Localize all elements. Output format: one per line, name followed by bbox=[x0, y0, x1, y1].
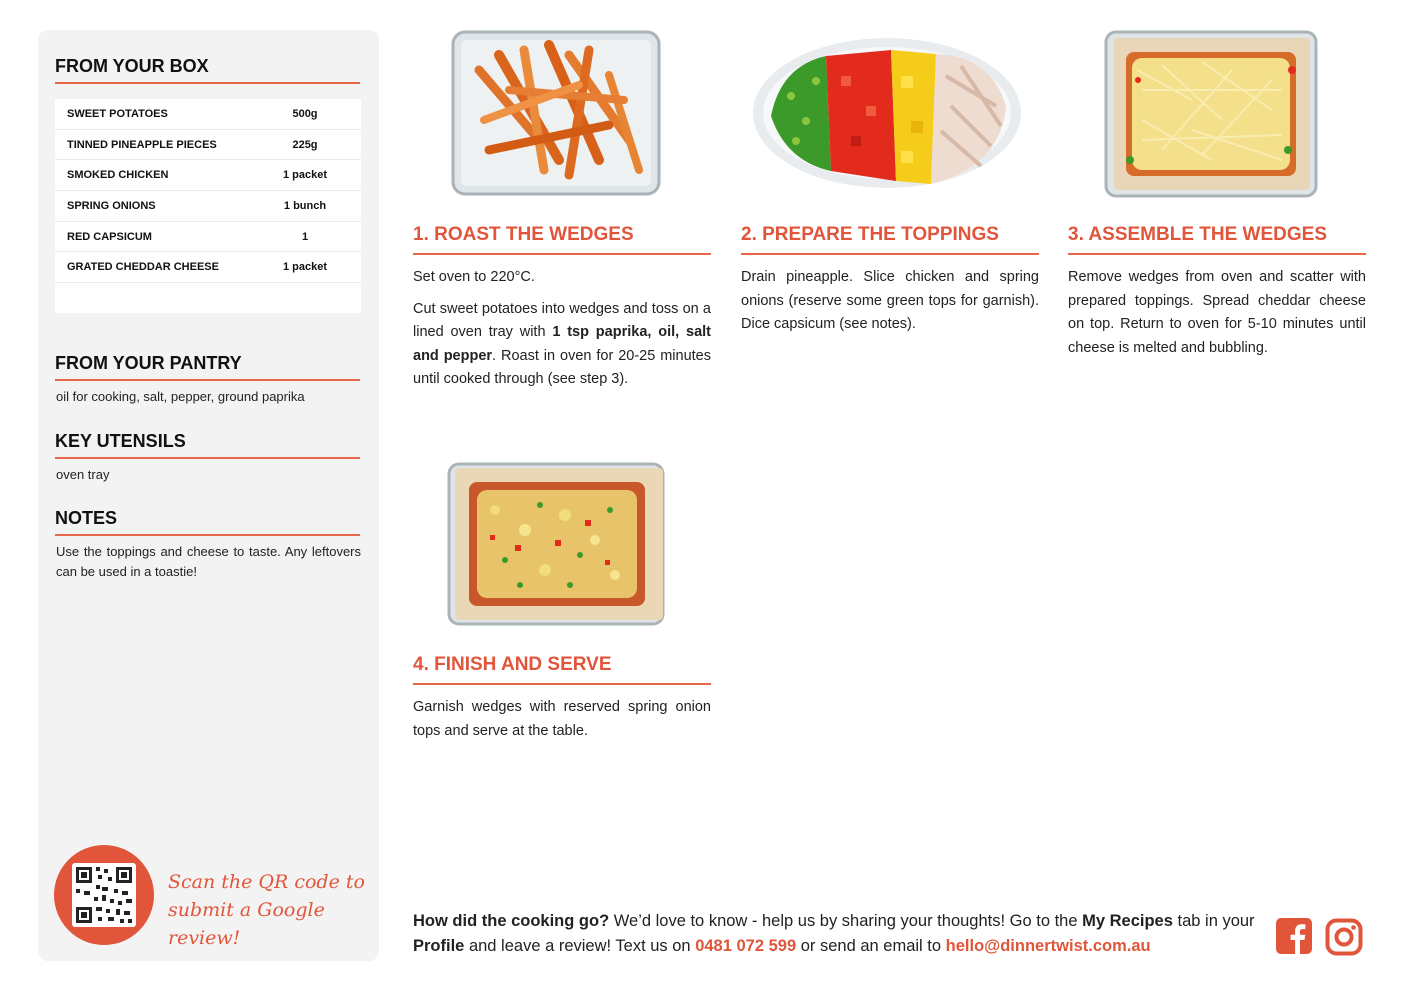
step-text bbox=[413, 298, 711, 392]
ingredient-qty: 1 packet bbox=[282, 169, 328, 182]
step-title: 3. ASSEMBLE THE WEDGES bbox=[1068, 224, 1327, 245]
text-run: Cut sweet potatoes into wedges and toss on a lined oven tray with bbox=[413, 300, 711, 340]
step-title: 2. PREPARE THE TOPPINGS bbox=[741, 224, 999, 245]
phone-link[interactable]: 0481 072 599 bbox=[695, 937, 797, 955]
table-row bbox=[55, 130, 361, 161]
step-text: Remove wedges from oven and scatter with prepared toppings. Spread cheddar cheese on top. Return to oven for 5-10 minutes until cheese is melted and bubbling. bbox=[1068, 269, 1366, 356]
divider bbox=[413, 253, 711, 255]
step-2 bbox=[741, 28, 1039, 398]
step-text: Set oven to 220°C. bbox=[413, 269, 535, 285]
text-run: tab in your bbox=[1172, 912, 1255, 930]
text-run: We’d love to know - help us by sharing your thoughts! Go to the bbox=[609, 912, 1083, 930]
utensils-text: oven tray bbox=[56, 467, 110, 482]
step-instructions bbox=[413, 696, 711, 751]
notes-title: NOTES bbox=[55, 508, 118, 528]
text-run-bold: 1 tsp paprika, oil, salt and pepper bbox=[413, 324, 711, 364]
ingredients-table bbox=[55, 99, 361, 313]
feedback-question: How did the cooking go? bbox=[413, 912, 610, 930]
email-link[interactable]: hello@dinnertwist.com.au bbox=[945, 937, 1151, 955]
pantry-text: oil for cooking, salt, pepper, ground paprika bbox=[56, 389, 305, 404]
profile-label: Profile bbox=[413, 937, 465, 955]
text-run: and leave a review! Text us on bbox=[464, 937, 696, 955]
ingredient-qty: 1 bbox=[301, 230, 309, 243]
step-instructions bbox=[741, 266, 1039, 345]
ingredient-name: TINNED PINEAPPLE PIECES bbox=[67, 138, 217, 151]
finished-wedges-photo bbox=[445, 460, 669, 628]
divider bbox=[55, 534, 360, 536]
qr-code-badge[interactable] bbox=[54, 845, 154, 945]
text-run: . Roast in oven for 20-25 minutes until cooked through (see step 3). bbox=[413, 347, 711, 387]
ingredient-qty: 225g bbox=[292, 138, 318, 151]
table-row bbox=[55, 160, 361, 191]
step-title: 1. ROAST THE WEDGES bbox=[413, 224, 634, 245]
ingredient-qty: 1 bunch bbox=[283, 199, 327, 212]
divider bbox=[55, 457, 360, 459]
divider bbox=[1068, 253, 1366, 255]
ingredient-name: SWEET POTATOES bbox=[67, 107, 168, 120]
key-utensils-title: KEY UTENSILS bbox=[55, 431, 186, 451]
step-4 bbox=[413, 458, 711, 758]
qr-call-to-action bbox=[168, 868, 368, 952]
ingredient-name: SPRING ONIONS bbox=[67, 199, 156, 212]
ingredient-name: SMOKED CHICKEN bbox=[67, 169, 169, 182]
text-run: or send an email to bbox=[796, 937, 946, 955]
assembled-wedges-photo bbox=[1102, 30, 1320, 198]
feedback-footer bbox=[413, 909, 1263, 959]
table-row bbox=[55, 99, 361, 130]
ingredient-qty: 1 packet bbox=[282, 261, 328, 274]
step-instructions bbox=[413, 266, 711, 400]
step-instructions bbox=[1068, 266, 1366, 368]
my-recipes-label: My Recipes bbox=[1082, 912, 1173, 930]
qr-cta-line1: Scan the QR code to bbox=[168, 871, 365, 893]
divider bbox=[741, 253, 1039, 255]
from-your-box-title: FROM YOUR BOX bbox=[55, 56, 209, 76]
ingredient-name: RED CAPSICUM bbox=[67, 230, 152, 243]
from-your-pantry-title: FROM YOUR PANTRY bbox=[55, 353, 242, 373]
step-text: Garnish wedges with reserved spring onion tops and serve at the table. bbox=[413, 699, 711, 739]
step-text: Drain pineapple. Slice chicken and spring onions (reserve some green tops for garnish). Dice capsicum (see notes). bbox=[741, 269, 1039, 332]
table-row bbox=[55, 252, 361, 283]
step-3 bbox=[1068, 28, 1366, 398]
toppings-platter-photo bbox=[751, 36, 1023, 190]
ingredient-qty: 500g bbox=[292, 107, 318, 120]
qr-code[interactable] bbox=[72, 863, 136, 927]
roasted-wedges-photo bbox=[449, 30, 667, 198]
divider bbox=[413, 683, 711, 685]
divider bbox=[55, 82, 360, 84]
ingredient-name: GRATED CHEDDAR CHEESE bbox=[67, 261, 219, 274]
ingredients-sidebar bbox=[38, 30, 379, 961]
instagram-icon[interactable] bbox=[1325, 918, 1363, 956]
divider bbox=[55, 379, 360, 381]
qr-cta-line2: submit a Google review! bbox=[168, 899, 325, 949]
table-row bbox=[55, 222, 361, 253]
step-1 bbox=[413, 28, 711, 398]
facebook-icon[interactable] bbox=[1276, 918, 1312, 954]
notes-text: Use the toppings and cheese to taste. Any leftovers can be used in a toastie! bbox=[56, 544, 361, 579]
table-row bbox=[55, 191, 361, 222]
step-title: 4. FINISH AND SERVE bbox=[413, 654, 612, 675]
